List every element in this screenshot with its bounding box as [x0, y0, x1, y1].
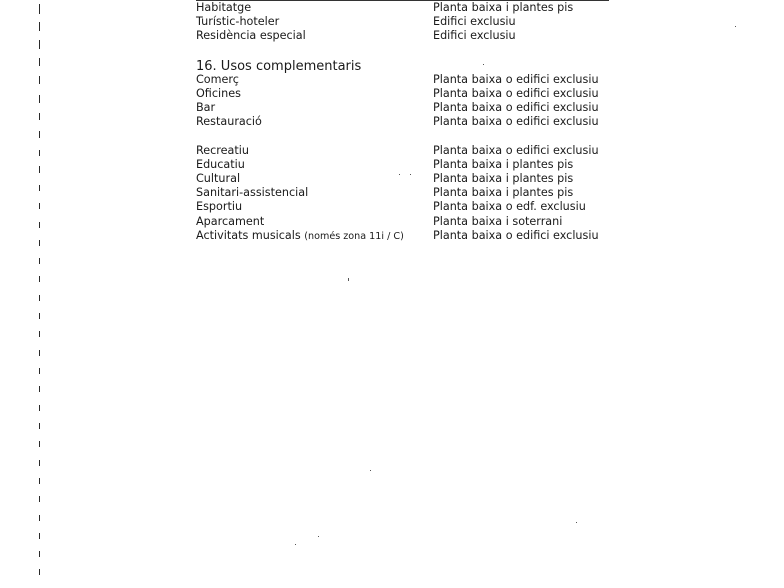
use-name: Aparcament — [196, 215, 265, 228]
use-location: Planta baixa o edifici exclusiu — [433, 115, 599, 128]
table-row — [196, 87, 609, 101]
use-name: Residència especial — [196, 29, 306, 42]
use-name: Cultural — [196, 172, 241, 185]
use-location: Planta baixa o edifici exclusiu — [433, 87, 599, 100]
table-row — [196, 229, 609, 243]
scan-speck — [576, 522, 577, 523]
use-location: Edifici exclusiu — [433, 15, 516, 28]
use-location: Planta baixa o edifici exclusiu — [433, 229, 599, 242]
table-row — [196, 144, 609, 158]
use-location: Planta baixa o edifici exclusiu — [433, 73, 599, 86]
use-name: Habitatge — [196, 1, 252, 14]
use-name: Esportiu — [196, 200, 243, 213]
use-location: Planta baixa i plantes pis — [433, 1, 574, 14]
use-name: Turístic-hoteler — [196, 15, 280, 28]
use-location: Edifici exclusiu — [433, 29, 516, 42]
scan-speck — [410, 174, 411, 175]
use-name: Bar — [196, 101, 216, 114]
scan-speck — [735, 26, 736, 27]
table-row — [196, 15, 609, 29]
table-row — [196, 29, 609, 43]
use-location: Planta baixa i plantes pis — [433, 172, 574, 185]
scan-speck — [370, 470, 371, 471]
binding-edge — [36, 0, 44, 588]
use-location: Planta baixa o edifici exclusiu — [433, 101, 599, 114]
use-name: Comerç — [196, 73, 239, 86]
table-row — [196, 215, 609, 229]
table-row — [196, 115, 609, 129]
use-location: Planta baixa o edifici exclusiu — [433, 144, 599, 157]
scan-speck — [399, 174, 400, 175]
table-row — [196, 158, 609, 172]
use-name — [196, 229, 404, 244]
use-name: Sanitari-assistencial — [196, 186, 309, 199]
use-name: Oficines — [196, 87, 241, 100]
use-note: (només zona 11i / C) — [304, 231, 404, 242]
scan-speck — [295, 544, 296, 545]
use-location: Planta baixa i plantes pis — [433, 158, 574, 171]
table-row — [196, 186, 609, 200]
use-name: Educatiu — [196, 158, 245, 171]
scan-speck — [318, 536, 319, 537]
table-row — [196, 73, 609, 87]
use-name: Restauració — [196, 115, 262, 128]
section-heading: 16. Usos complementaris — [196, 59, 362, 74]
table-row — [196, 200, 609, 214]
table-row — [196, 1, 609, 15]
use-location: Planta baixa i plantes pis — [433, 186, 574, 199]
use-name-text: Activitats musicals — [196, 229, 301, 242]
use-name: Recreatiu — [196, 144, 249, 157]
scan-speck — [483, 64, 484, 65]
table-row — [196, 101, 609, 115]
table-row — [196, 172, 609, 186]
use-location: Planta baixa i soterrani — [433, 215, 563, 228]
use-location: Planta baixa o edf. exclusiu — [433, 200, 586, 213]
scan-speck — [348, 278, 349, 281]
